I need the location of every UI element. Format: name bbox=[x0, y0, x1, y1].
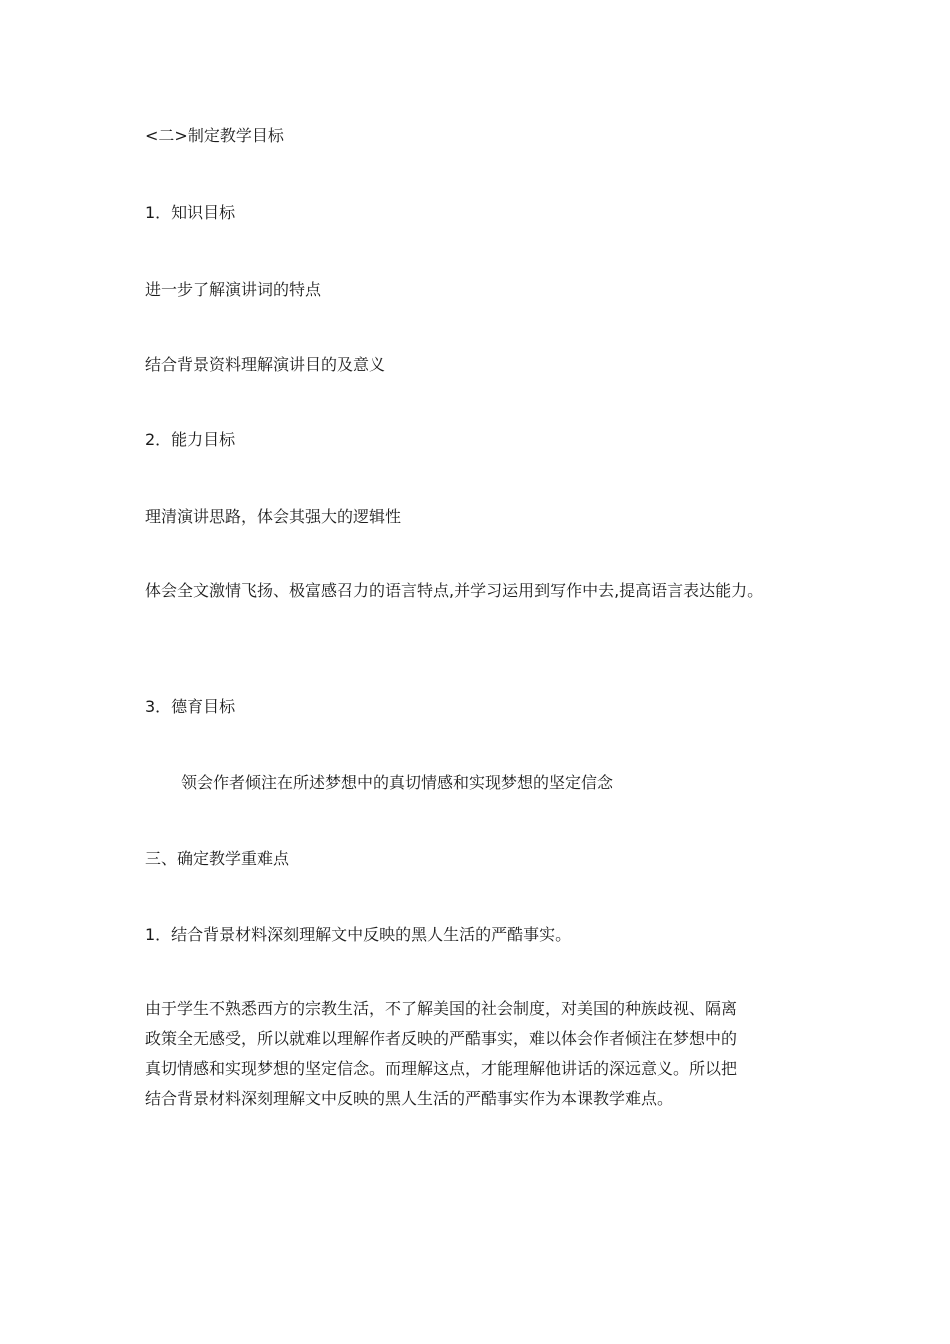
difficulty-title: 1．结合背景材料深刻理解文中反映的黑人生活的严酷事实。 bbox=[145, 925, 572, 944]
moral-objective-title: 3．德育目标 bbox=[145, 697, 236, 716]
knowledge-objective-item: 进一步了解演讲词的特点 bbox=[145, 280, 322, 299]
moral-objective-item: 领会作者倾注在所述梦想中的真切情感和实现梦想的坚定信念 bbox=[181, 773, 614, 792]
section-heading-key-points: 三、确定教学重难点 bbox=[145, 849, 290, 868]
ability-objective-item: 体会全文激情飞扬、极富感召力的语言特点,并学习运用到写作中去,提高语言表达能力。 bbox=[145, 581, 764, 600]
paragraph-line: 结合背景材料深刻理解文中反映的黑人生活的严酷事实作为本课教学难点。 bbox=[145, 1089, 674, 1108]
ability-objective-item: 理清演讲思路，体会其强大的逻辑性 bbox=[145, 507, 402, 526]
difficulty-paragraph bbox=[145, 994, 815, 1114]
section-heading-objectives: <二>制定教学目标 bbox=[145, 126, 284, 145]
paragraph-line: 政策全无感受，所以就难以理解作者反映的严酷事实，难以体会作者倾注在梦想中的 bbox=[145, 1029, 738, 1048]
knowledge-objective-item: 结合背景资料理解演讲目的及意义 bbox=[145, 355, 386, 374]
knowledge-objective-title: 1．知识目标 bbox=[145, 203, 236, 222]
paragraph-line: 真切情感和实现梦想的坚定信念。而理解这点，才能理解他讲话的深远意义。所以把 bbox=[145, 1059, 738, 1078]
paragraph-line: 由于学生不熟悉西方的宗教生活，不了解美国的社会制度，对美国的种族歧视、隔离 bbox=[145, 999, 738, 1018]
ability-objective-title: 2．能力目标 bbox=[145, 430, 236, 449]
